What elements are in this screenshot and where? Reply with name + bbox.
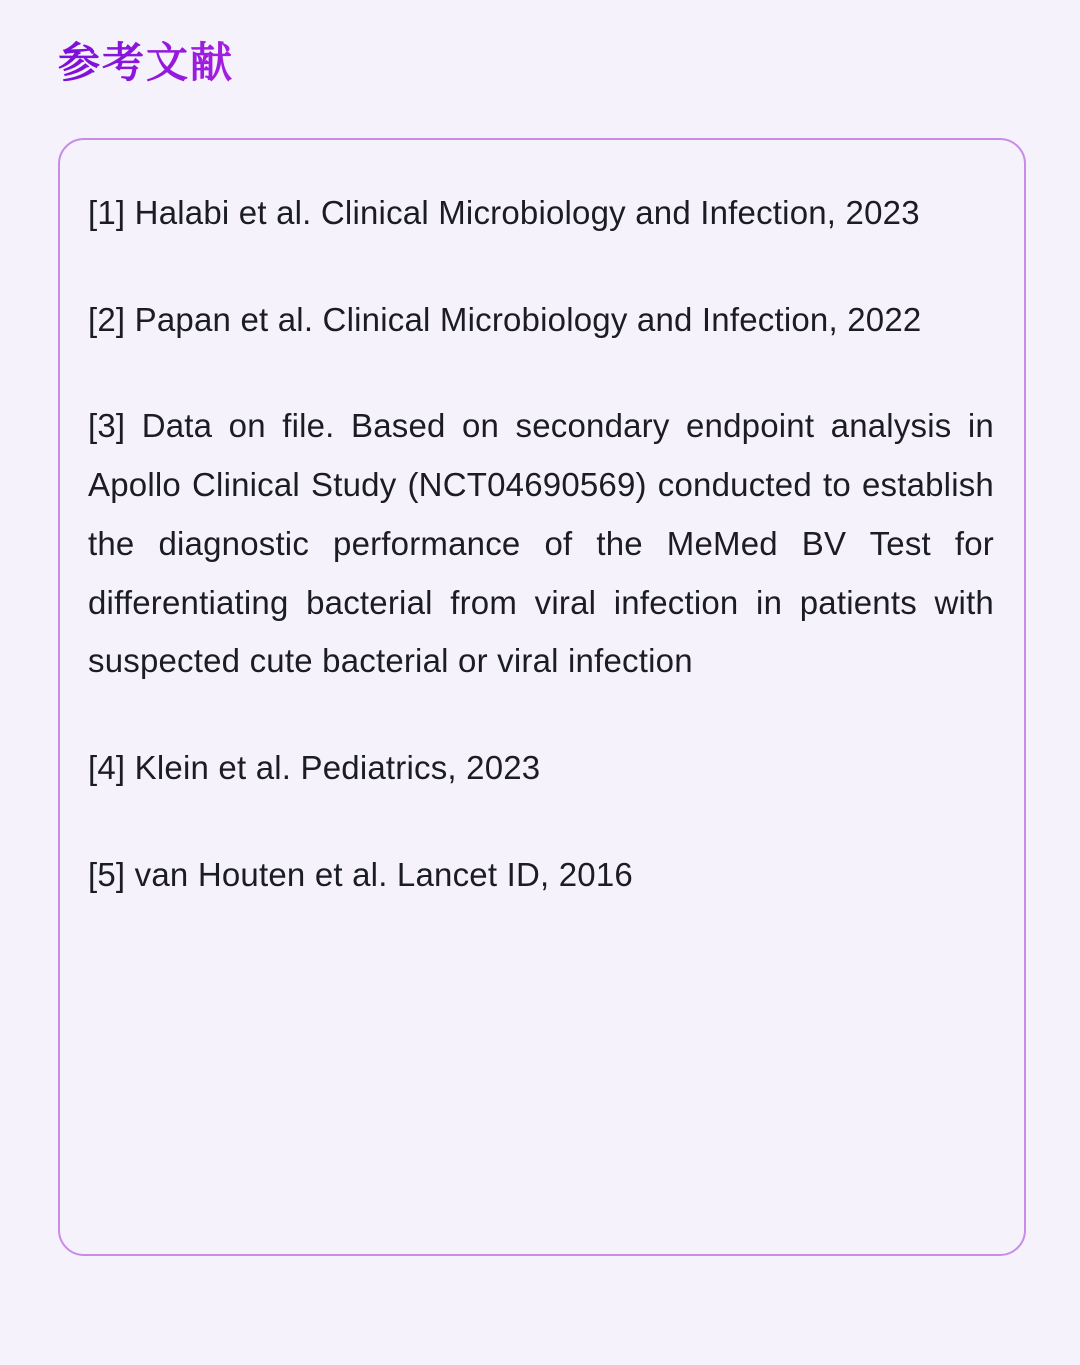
- list-item: [3] Data on file. Based on secondary endpoint analysis in Apollo Clinical Study (NCT04690569) conducted to establish the diagnostic performance of the MeMed BV Test for differentiating bacterial from viral infection in patients with suspected cute bacterial or viral infection: [88, 407, 994, 680]
- list-item: [5] van Houten et al. Lancet ID, 2016: [88, 855, 633, 893]
- reference-list: [88, 184, 994, 905]
- references-card: [58, 138, 1026, 1256]
- page-title: 参考文献: [58, 39, 235, 86]
- list-item: [4] Klein et al. Pediatrics, 2023: [88, 749, 541, 787]
- list-item: [2] Papan et al. Clinical Microbiology and Infection, 2022: [88, 300, 922, 338]
- list-item: [1] Halabi et al. Clinical Microbiology and Infection, 2023: [88, 194, 920, 231]
